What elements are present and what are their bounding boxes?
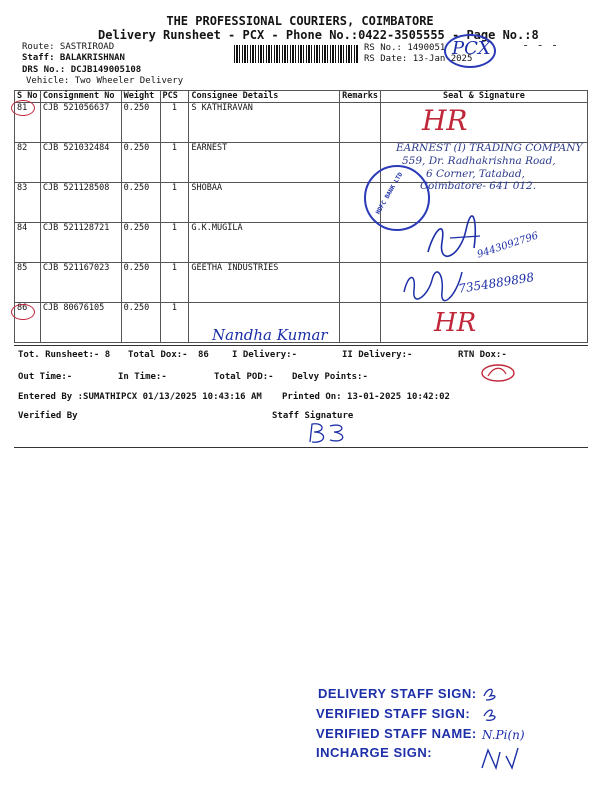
cell-consignee: GEETHA INDUSTRIES	[189, 263, 340, 303]
i-delivery: I Delivery:-	[232, 350, 298, 360]
cell-consignee: S KATHIRAVAN	[189, 103, 340, 143]
cell-remarks	[340, 263, 381, 303]
cell-pcs: 1	[160, 103, 189, 143]
cell-pcs: 1	[160, 183, 189, 223]
cell-consignment: CJB 521056637	[40, 103, 121, 143]
cell-weight: 0.250	[121, 183, 160, 223]
cell-sno: 85	[15, 263, 41, 303]
ii-delivery: II Delivery:-	[342, 350, 413, 360]
rtn-initials	[478, 362, 518, 384]
earnest-stamp-line1: EARNEST (I) TRADING COMPANY	[396, 142, 583, 154]
cell-sno: 83	[15, 183, 41, 223]
cell-seal	[381, 103, 588, 143]
total-dox-label: Total Dox:-	[128, 350, 188, 360]
cell-consignment: CJB 521167023	[40, 263, 121, 303]
col-header-seal: Seal & Signature	[381, 91, 588, 103]
staff-label: Staff: BALAKRISHNAN	[22, 53, 125, 63]
staff-signature-label: Staff Signature	[272, 411, 354, 421]
delivery-staff-sign: DELIVERY STAFF SIGN:	[318, 686, 477, 701]
cell-remarks	[340, 223, 381, 263]
rs-date: RS Date: 13-Jan-2025	[364, 54, 473, 64]
cell-pcs: 1	[160, 263, 189, 303]
col-header-consignment: Consignment No	[40, 91, 121, 103]
cell-remarks	[340, 303, 381, 343]
cell-consignee: SHOBAA	[189, 183, 340, 223]
cell-consignee: EARNEST	[189, 143, 340, 183]
cell-weight: 0.250	[121, 303, 160, 343]
total-pod: Total POD:-	[214, 372, 274, 382]
col-header-remarks: Remarks	[340, 91, 381, 103]
barcode	[234, 45, 358, 63]
delvy-points: Delvy Points:-	[292, 372, 368, 382]
cell-weight: 0.250	[121, 223, 160, 263]
out-time: Out Time:-	[18, 372, 73, 382]
cell-sno: 82	[15, 143, 41, 183]
cell-pcs: 1	[160, 223, 189, 263]
cell-weight: 0.250	[121, 103, 160, 143]
cell-consignment: CJB 80676105	[40, 303, 121, 343]
cell-pcs: 1	[160, 303, 189, 343]
col-header-consignee: Consignee Details	[189, 91, 340, 103]
footer-rule	[14, 447, 588, 448]
tot-runsheet: Tot. Runsheet:- 8	[18, 350, 111, 360]
col-header-pcs: PCS	[160, 91, 189, 103]
table-row	[15, 103, 588, 143]
table-header-row	[15, 91, 588, 103]
earnest-stamp-line4: Coimbatore- 641 012.	[420, 180, 537, 192]
margin-marks: - - -	[522, 38, 559, 52]
vehicle-label: Vehicle: Two Wheeler Delivery	[26, 76, 184, 86]
row-86-circle	[11, 304, 35, 320]
runsheet-title: Delivery Runsheet - PCX - Phone No.:0422-3505555 - Page No.:8	[98, 28, 539, 42]
cell-consignee: G.K.MUGILA	[189, 223, 340, 263]
route-label: Route: SASTRIROAD	[22, 42, 115, 52]
cell-remarks	[340, 103, 381, 143]
col-header-sno: S No	[15, 91, 41, 103]
cell-seal	[381, 303, 588, 343]
cell-sno: 86	[15, 303, 41, 343]
row5-phone: 7354889898	[457, 270, 535, 296]
verified-staff-name: VERIFIED STAFF NAME:	[316, 726, 477, 741]
incharge-sign: INCHARGE SIGN:	[316, 745, 433, 760]
earnest-stamp-line3: 6 Corner, Tatabad,	[426, 168, 525, 180]
row6-initials: HR	[434, 308, 477, 338]
cell-sno: 84	[15, 223, 41, 263]
company-title: THE PROFESSIONAL COURIERS, COIMBATORE	[166, 14, 434, 28]
row6-consignee-handwriting: Nandha Kumar	[212, 326, 328, 344]
cell-weight: 0.250	[121, 263, 160, 303]
drs-number: DRS No.: DCJB149005108	[22, 65, 142, 75]
earnest-stamp-line2: 559, Dr. Radhakrishna Road,	[402, 155, 556, 167]
cell-weight: 0.250	[121, 143, 160, 183]
printed-on: Printed On: 13-01-2025 10:42:02	[282, 392, 450, 402]
runsheet-table	[14, 90, 588, 343]
verified-staff-sign: VERIFIED STAFF SIGN:	[316, 706, 471, 721]
cell-consignment: CJB 521032484	[40, 143, 121, 183]
cell-pcs: 1	[160, 143, 189, 183]
row-81-circle	[11, 100, 35, 116]
cell-consignment: CJB 521128721	[40, 223, 121, 263]
footer-signatures	[478, 684, 558, 784]
col-header-weight: Weight	[121, 91, 160, 103]
total-dox-value: 86	[198, 350, 209, 360]
rtn-dox: RTN Dox:-	[458, 350, 507, 360]
staff-signature	[304, 420, 354, 446]
cell-sno: 81	[15, 103, 41, 143]
in-time: In Time:-	[118, 372, 167, 382]
verified-staff-name-handwriting: N.Pi(n)	[482, 728, 525, 742]
cell-consignment: CJB 521128508	[40, 183, 121, 223]
totals-rule	[14, 345, 588, 346]
row1-initials: HR	[422, 104, 468, 137]
verified-by: Verified By	[18, 411, 78, 421]
rs-number: RS No.: 1490051	[364, 43, 446, 53]
bank-seal-text: HDFC BANK LTD	[374, 171, 405, 216]
entered-by: Entered By :SUMATHIPCX 01/13/2025 10:43:16 AM	[18, 392, 262, 402]
pcx-stamp: PCX	[452, 38, 491, 59]
row4-phone: 9443092796	[475, 230, 540, 261]
